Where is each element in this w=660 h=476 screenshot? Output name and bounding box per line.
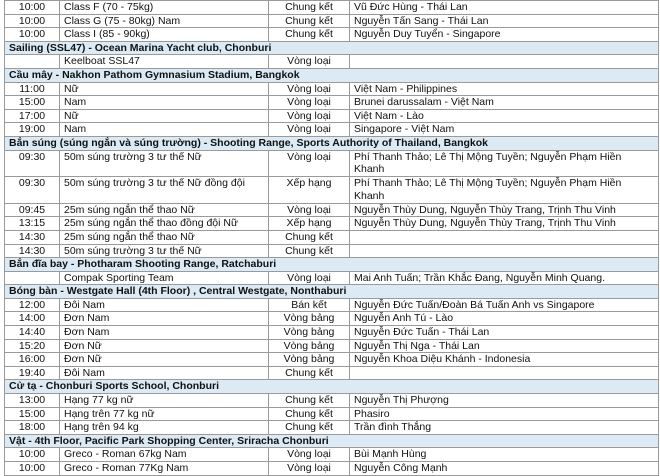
- time-cell: 14:00: [5, 312, 60, 326]
- schedule-row: [5, 217, 659, 231]
- schedule-row: [5, 82, 659, 96]
- time-cell: 10:00: [5, 1, 60, 15]
- event-cell: 25m súng ngắn thể thao đồng đội Nữ: [60, 217, 269, 231]
- detail-cell: Nguyễn Thị Nga - Thái Lan: [350, 339, 659, 353]
- detail-cell: Nguyễn Duy Tuyển - Singapore: [350, 28, 659, 42]
- time-cell: 14:30: [5, 230, 60, 244]
- detail-cell: Bùi Mạnh Hùng: [350, 448, 659, 462]
- schedule-row: [5, 312, 659, 326]
- schedule-row: [5, 407, 659, 421]
- schedule-row: [5, 55, 659, 69]
- detail-cell: [350, 55, 659, 69]
- detail-cell: Mai Anh Tuấn; Trần Khắc Đang, Nguyễn Minh Quang.: [350, 271, 659, 285]
- schedule-row: [5, 462, 659, 476]
- event-cell: 50m súng trường 3 tư thế Nữ: [60, 150, 269, 177]
- schedule-row: [5, 339, 659, 353]
- detail-cell: Phí Thanh Thảo; Lê Thị Mộng Tuyền; Nguyễn Phạm Hiền Khanh: [350, 150, 659, 177]
- section-title: Cầu mây - Nakhon Pathom Gymnasium Stadium, Bangkok: [5, 68, 659, 82]
- detail-cell: Phí Thanh Thảo; Lê Thị Mộng Tuyền; Nguyễn Phạm Hiền Khanh: [350, 177, 659, 204]
- stage-cell: Vòng loại: [269, 462, 350, 476]
- stage-cell: Vòng bảng: [269, 312, 350, 326]
- detail-cell: Brunei darussalam - Việt Nam: [350, 96, 659, 110]
- stage-cell: Chung kết: [269, 421, 350, 435]
- section-header-row: [5, 434, 659, 448]
- detail-cell: [350, 230, 659, 244]
- section-title: Vật - 4th Floor, Pacific Park Shopping Center, Sriracha Chonburi: [5, 434, 659, 448]
- stage-cell: Chung kết: [269, 14, 350, 28]
- detail-cell: Phasiro: [350, 407, 659, 421]
- event-cell: Greco - Roman 77Kg Nam: [60, 462, 269, 476]
- stage-cell: Xếp hạng: [269, 177, 350, 204]
- stage-cell: Chung kết: [269, 366, 350, 380]
- time-cell: 19:00: [5, 123, 60, 137]
- schedule-row: [5, 394, 659, 408]
- event-cell: Greco - Roman 67kg Nam: [60, 448, 269, 462]
- time-cell: 19:40: [5, 366, 60, 380]
- time-cell: [5, 55, 60, 69]
- detail-cell: Nguyễn Thùy Dung, Nguyễn Thùy Trang, Trịnh Thu Vinh: [350, 217, 659, 231]
- stage-cell: Vòng loại: [269, 55, 350, 69]
- stage-cell: Vòng loại: [269, 109, 350, 123]
- schedule-row: [5, 203, 659, 217]
- event-cell: Keelboat SSL47: [60, 55, 269, 69]
- stage-cell: Vòng loại: [269, 203, 350, 217]
- detail-cell: Nguyễn Công Mạnh: [350, 462, 659, 476]
- section-header-row: [5, 41, 659, 55]
- detail-cell: Nguyễn Tấn Sang - Thái Lan: [350, 14, 659, 28]
- stage-cell: Vòng loại: [269, 271, 350, 285]
- time-cell: 18:00: [5, 421, 60, 435]
- section-title: Bóng bàn - Westgate Hall (4th Floor) , Central Westgate, Nonthaburi: [5, 285, 659, 299]
- detail-cell: Nguyễn Thùy Dung, Nguyễn Thùy Trang, Trịnh Thu Vinh: [350, 203, 659, 217]
- stage-cell: Chung kết: [269, 230, 350, 244]
- time-cell: 15:00: [5, 96, 60, 110]
- stage-cell: Chung kết: [269, 394, 350, 408]
- stage-cell: Vòng loại: [269, 123, 350, 137]
- event-cell: Nữ: [60, 109, 269, 123]
- stage-cell: Vòng loại: [269, 96, 350, 110]
- detail-cell: Nguyễn Thị Phượng: [350, 394, 659, 408]
- stage-cell: Vòng loại: [269, 150, 350, 177]
- time-cell: 11:00: [5, 82, 60, 96]
- event-cell: Đơn Nữ: [60, 353, 269, 367]
- section-header-row: [5, 380, 659, 394]
- event-cell: Nữ: [60, 82, 269, 96]
- stage-cell: Vòng loại: [269, 448, 350, 462]
- time-cell: 09:30: [5, 177, 60, 204]
- event-cell: 50m súng trường 3 tư thế Nữ đồng đội: [60, 177, 269, 204]
- event-cell: 25m súng ngắn thể thao Nữ: [60, 230, 269, 244]
- time-cell: 10:00: [5, 462, 60, 476]
- detail-cell: Nguyễn Anh Tú - Lào: [350, 312, 659, 326]
- schedule-row: [5, 421, 659, 435]
- event-cell: Đôi Nam: [60, 298, 269, 312]
- stage-cell: Chung kết: [269, 244, 350, 258]
- event-cell: Nam: [60, 123, 269, 137]
- schedule-body: [5, 1, 659, 476]
- event-cell: Class I (85 - 90kg): [60, 28, 269, 42]
- event-cell: Class F (70 - 75kg): [60, 1, 269, 15]
- time-cell: 14:30: [5, 244, 60, 258]
- stage-cell: Vòng bảng: [269, 353, 350, 367]
- schedule-row: [5, 150, 659, 177]
- section-header-row: [5, 68, 659, 82]
- detail-cell: [350, 366, 659, 380]
- schedule-row: [5, 271, 659, 285]
- detail-cell: Nguyễn Đức Tuấn - Thái Lan: [350, 326, 659, 340]
- stage-cell: Xếp hạng: [269, 217, 350, 231]
- time-cell: 13:00: [5, 394, 60, 408]
- event-cell: Hạng trên 77 kg nữ: [60, 407, 269, 421]
- section-header-row: [5, 285, 659, 299]
- time-cell: 14:40: [5, 326, 60, 340]
- time-cell: 12:00: [5, 298, 60, 312]
- event-cell: 25m súng ngắn thể thao Nữ: [60, 203, 269, 217]
- event-cell: Nam: [60, 96, 269, 110]
- time-cell: 13:15: [5, 217, 60, 231]
- schedule-row: [5, 326, 659, 340]
- event-cell: Đơn Nữ: [60, 339, 269, 353]
- time-cell: 15:20: [5, 339, 60, 353]
- schedule-row: [5, 353, 659, 367]
- schedule-row: [5, 244, 659, 258]
- time-cell: 10:00: [5, 28, 60, 42]
- section-title: Cử tạ - Chonburi Sports School, Chonburi: [5, 380, 659, 394]
- event-cell: Đôi Nam: [60, 366, 269, 380]
- schedule-row: [5, 109, 659, 123]
- time-cell: 09:30: [5, 150, 60, 177]
- time-cell: 16:00: [5, 353, 60, 367]
- event-cell: Hạng 77 kg nữ: [60, 394, 269, 408]
- event-cell: 50m súng trường 3 tư thế Nữ: [60, 244, 269, 258]
- section-title: Bắn súng (súng ngắn và súng trường) - Shooting Range, Sports Authority of Thailand, Bangkok: [5, 136, 659, 150]
- stage-cell: Bán kết: [269, 298, 350, 312]
- schedule-row: [5, 14, 659, 28]
- schedule-row: [5, 366, 659, 380]
- time-cell: 10:00: [5, 14, 60, 28]
- schedule-row: [5, 123, 659, 137]
- time-cell: [5, 271, 60, 285]
- section-title: Sailing (SSL47) - Ocean Marina Yacht club, Chonburi: [5, 41, 659, 55]
- stage-cell: Chung kết: [269, 28, 350, 42]
- time-cell: 17:00: [5, 109, 60, 123]
- schedule-row: [5, 177, 659, 204]
- schedule-row: [5, 230, 659, 244]
- schedule-row: [5, 448, 659, 462]
- stage-cell: Chung kết: [269, 1, 350, 15]
- detail-cell: [350, 244, 659, 258]
- schedule-row: [5, 298, 659, 312]
- detail-cell: Vũ Đức Hùng - Thái Lan: [350, 1, 659, 15]
- detail-cell: Trần đình Thắng: [350, 421, 659, 435]
- event-cell: Hạng trên 94 kg: [60, 421, 269, 435]
- event-cell: Đơn Nam: [60, 326, 269, 340]
- stage-cell: Vòng bảng: [269, 326, 350, 340]
- detail-cell: Nguyễn Đức Tuấn/Đoàn Bá Tuấn Anh vs Singapore: [350, 298, 659, 312]
- event-cell: Đơn Nam: [60, 312, 269, 326]
- event-cell: Class G (75 - 80kg) Nam: [60, 14, 269, 28]
- section-header-row: [5, 258, 659, 272]
- schedule-row: [5, 96, 659, 110]
- detail-cell: Việt Nam - Philippines: [350, 82, 659, 96]
- detail-cell: Việt Nam - Lào: [350, 109, 659, 123]
- time-cell: 09:45: [5, 203, 60, 217]
- stage-cell: Vòng loại: [269, 82, 350, 96]
- detail-cell: Singapore - Việt Nam: [350, 123, 659, 137]
- section-header-row: [5, 136, 659, 150]
- stage-cell: Chung kết: [269, 407, 350, 421]
- detail-cell: Nguyễn Khoa Diệu Khánh - Indonesia: [350, 353, 659, 367]
- schedule-row: [5, 28, 659, 42]
- event-cell: Compak Sporting Team: [60, 271, 269, 285]
- time-cell: 15:00: [5, 407, 60, 421]
- schedule-table: [4, 0, 659, 476]
- time-cell: 10:00: [5, 448, 60, 462]
- section-title: Bắn đĩa bay - Photharam Shooting Range, Ratchaburi: [5, 258, 659, 272]
- stage-cell: Vòng bảng: [269, 339, 350, 353]
- schedule-row: [5, 1, 659, 15]
